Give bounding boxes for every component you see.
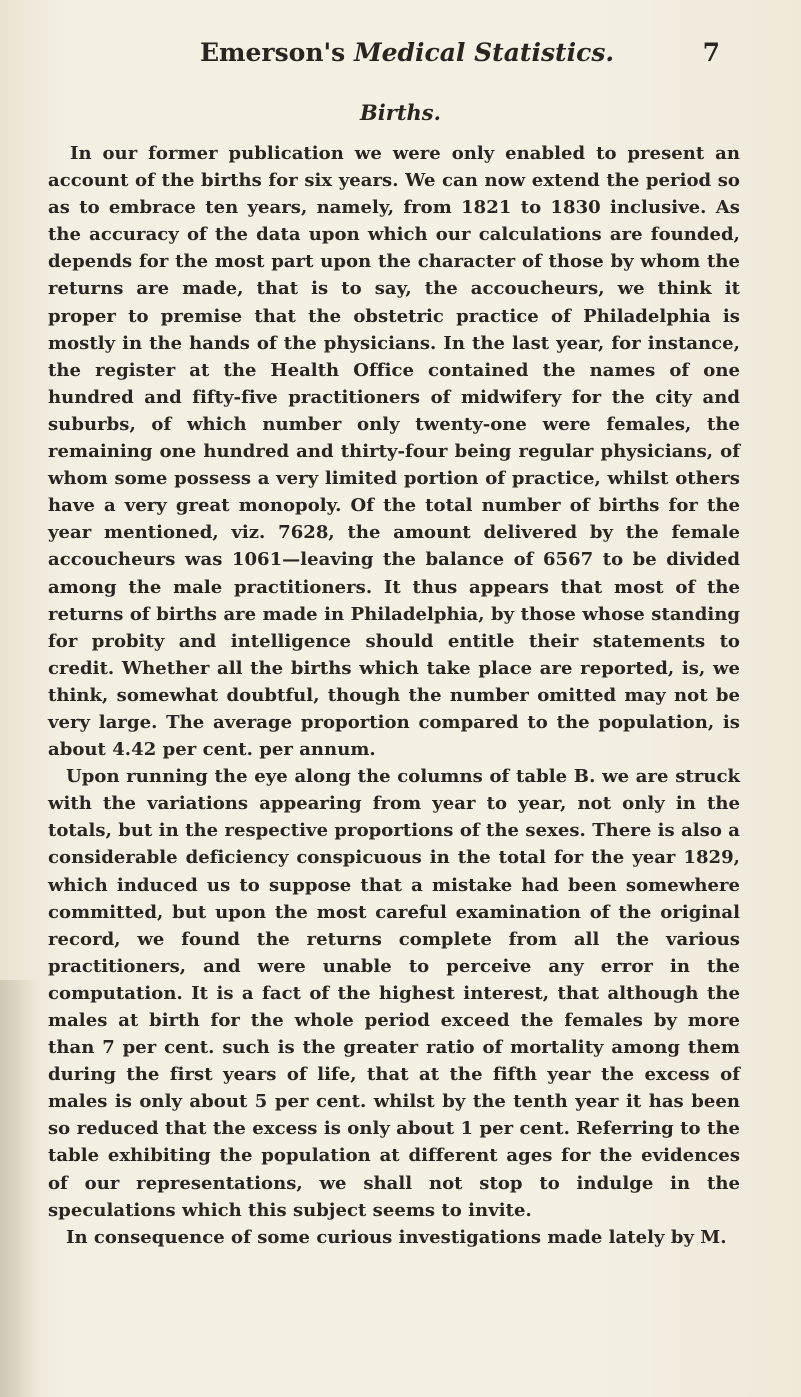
paragraph-3: In consequence of some curious investigations made lately by M. [66, 1226, 727, 1248]
page-number: 7 [702, 38, 720, 67]
running-head-author: Emerson's [200, 38, 354, 67]
running-head-work: Medical Statistics. [353, 38, 615, 67]
page-shadow [0, 980, 38, 1397]
body-text [48, 140, 740, 1251]
paragraph-1: In our former publication we were only enabled to present an account of the births for six years. We can now extend the period so as to embrace ten years, namely, from 1821 to 1830 inclusive. As the accuracy of the data upon which our calculations are founded, depends for the most part upon the character of those by whom the returns are made, that is to say, the accoucheurs, we think it proper to premise that the obstetric practice of Philadelphia is mostly in the hands of the physicians. In the last year, for instance, the register at the Health Office contained the names of one hundred and fifty-five practitioners of midwifery for the city and suburbs, of which number only twenty-one were females, the remaining one hundred and thirty-four being regular physicians, of whom some possess a very limited portion of practice, whilst others have a very great monopoly. Of the total number of births for the year mentioned, viz. 7628, the amount delivered by the female accoucheurs was 1061—leaving the balance of 6567 to be divided among the male practitioners. It thus appears that most of the returns of births are made in Philadelphia, by those whose standing for probity and intelligence should entitle their statements to credit. Whether all the births which take place are reported, is, we think, somewhat doubtful, though the number omitted may not be very large. The average proportion compared to the population, is about 4.42 per cent. per annum. [48, 143, 740, 761]
paragraph-2: Upon running the eye along the columns of table B. we are struck with the variations appearing from year to year, not only in the totals, but in the respective proportions of the sexes. There is also a considerable deficiency conspicuous in the total for the year 1829, which induced us to suppose that a mistake had been somewhere committed, but upon the most careful examination of the original record, we found the returns complete from all the various practitioners, and were unable to perceive any error in the computation. It is a fact of the highest interest, that although the males at birth for the whole period exceed the females by more than 7 per cent. such is the greater ratio of mortality among them during the first years of life, that at the fifth year the excess of males is only about 5 per cent. whilst by the tenth year it has been so reduced that the excess is only about 1 per cent. Referring to the table exhibiting the population at different ages for the evidences of our representations, we shall not stop to indulge in the speculations which this subject seems to invite. [48, 766, 740, 1221]
running-head [200, 38, 720, 72]
running-head-title [200, 38, 614, 67]
section-title: Births. [360, 100, 441, 125]
